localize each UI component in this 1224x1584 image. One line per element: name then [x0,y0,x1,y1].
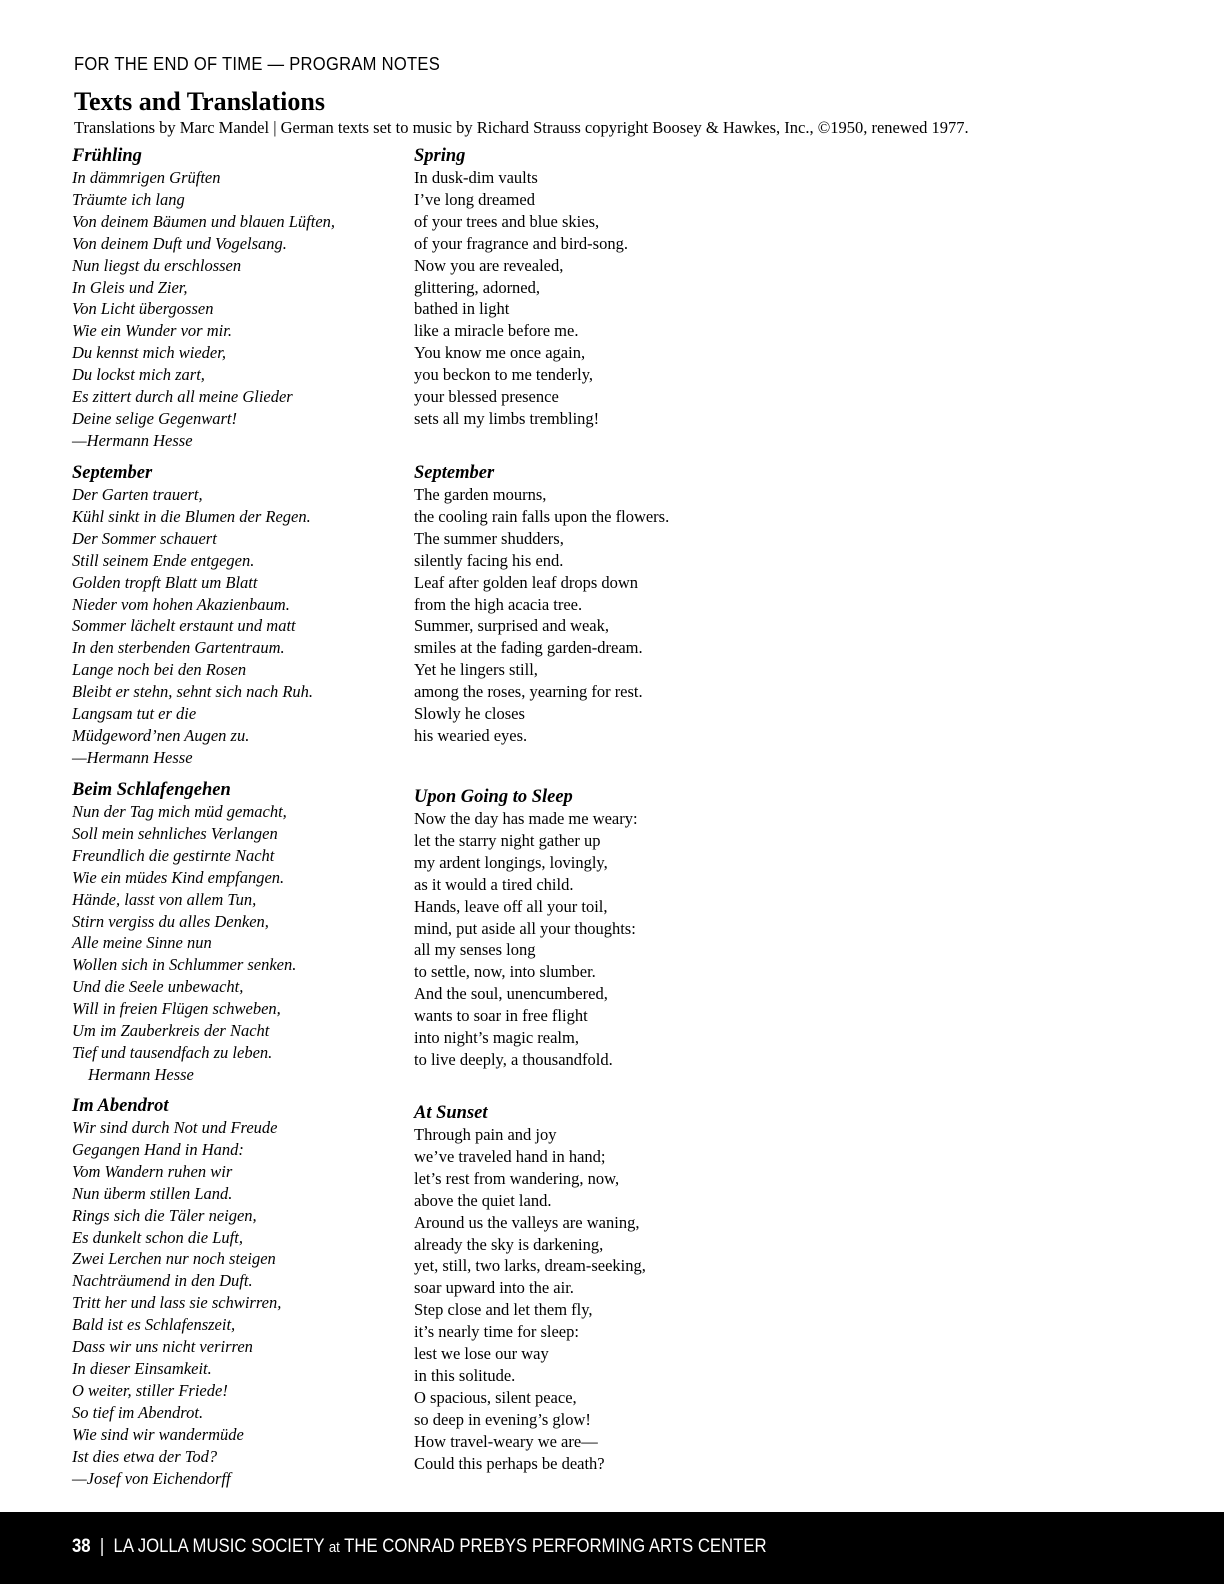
poem-line: among the roses, yearning for rest. [414,682,643,702]
poem-line: Lange noch bei den Rosen [72,660,247,680]
page-number: 38 [72,1536,91,1557]
poem-line: Could this perhaps be death? [414,1453,605,1473]
poem-lines [414,484,669,747]
poem-line: Stirn vergiss du alles Denken, [72,911,269,931]
poem-line: Hands, leave off all your toil, [414,896,608,916]
poem-fruehling-german [72,145,335,452]
poem-author: Hermann Hesse [88,1064,194,1084]
poem-line: How travel-weary we are— [414,1431,598,1451]
poem-line: Bald ist es Schlafenszeit, [72,1315,236,1335]
poem-line: in this solitude. [414,1365,516,1385]
poem-line: Von deinem Duft und Vogelsang. [72,233,287,253]
poem-line: Wollen sich in Schlummer senken. [72,955,297,975]
poem-line: Tief und tausendfach zu leben. [72,1042,273,1062]
poem-line: I’ve long dreamed [414,189,535,209]
poem-line: The summer shudders, [414,528,564,548]
poem-lines [414,167,628,430]
poem-line: In dieser Einsamkeit. [72,1358,212,1378]
poem-line: In dämmrigen Grüften [72,168,221,187]
poem-line: to settle, now, into slumber. [414,962,596,982]
poem-line: Du kennst mich wieder, [72,343,226,363]
poem-line: Alle meine Sinne nun [72,933,212,953]
poem-spring-english [414,145,628,430]
poem-line: Gegangen Hand in Hand: [72,1139,244,1159]
poem-line: Wie ein müdes Kind empfangen. [72,867,285,887]
poem-line: Nun der Tag mich müd gemacht, [72,802,287,821]
poem-line: Sommer lächelt erstaunt und matt [72,616,296,636]
poem-line: Langsam tut er die [72,704,197,724]
poem-line: Still seinem Ende entgegen. [72,550,255,570]
poem-title: Upon Going to Sleep [414,787,573,807]
poem-lines [72,167,335,430]
poem-title: Frühling [72,146,142,166]
poem-line: mind, put aside all your thoughts: [414,918,636,938]
poem-line: Wie sind wir wandermüde [72,1424,244,1444]
poem-lines [72,484,313,747]
poem-line: Von deinem Bäumen und blauen Lüften, [72,211,336,231]
poem-line: to live deeply, a thousandfold. [414,1049,613,1069]
poem-line: like a miracle before me. [414,321,579,341]
poem-line: lest we lose our way [414,1344,549,1364]
poem-line: Around us the valleys are waning, [414,1212,640,1232]
poem-line: The garden mourns, [414,485,547,504]
poem-line: O weiter, stiller Friede! [72,1380,228,1400]
poem-line: above the quiet land. [414,1190,552,1210]
poem-line: Um im Zauberkreis der Nacht [72,1021,270,1041]
poem-author: —Hermann Hesse [72,747,193,767]
poem-line: all my senses long [414,940,536,960]
poem-line: of your fragrance and bird-song. [414,233,628,253]
poem-title: Beim Schlafengehen [72,780,231,800]
poem-line: In den sterbenden Gartentraum. [72,638,285,658]
poem-line: soar upward into the air. [414,1278,574,1298]
poem-line: Golden tropft Blatt um Blatt [72,572,258,592]
header-label: FOR THE END OF TIME — PROGRAM NOTES [74,54,441,74]
poem-im-abendrot-german [72,1095,281,1489]
poem-line: Träumte ich lang [72,189,185,209]
poem-line: You know me once again, [414,343,586,363]
poem-at-sunset-english [414,1102,646,1475]
footer-separator: | [99,1536,105,1557]
poem-line: you beckon to me tenderly, [414,365,594,385]
poem-line: Now the day has made me weary: [414,809,638,828]
poem-author: —Hermann Hesse [72,430,193,450]
poem-line: your blessed presence [414,387,559,407]
poem-line: In Gleis und Zier, [72,277,188,297]
poem-line: sets all my limbs trembling! [414,408,600,428]
poem-line: we’ve traveled hand in hand; [414,1146,606,1166]
poem-line: silently facing his end. [414,550,564,570]
poem-line: Müdgeword’nen Augen zu. [72,725,250,745]
poem-title: September [72,463,153,483]
poem-line: let the starry night gather up [414,830,601,850]
poem-title: Spring [414,146,466,166]
poem-line: Now you are revealed, [414,255,564,275]
poem-lines [72,1117,281,1468]
poem-line: yet, still, two larks, dream-seeking, [414,1256,646,1276]
poem-line: Yet he lingers still, [414,660,538,680]
poem-line: Von Licht übergossen [72,299,214,319]
poem-line: Leaf after golden leaf drops down [414,572,639,592]
poem-line: Und die Seele unbewacht, [72,977,244,997]
poem-line: O spacious, silent peace, [414,1387,577,1407]
poem-line: Nieder vom hohen Akazienbaum. [72,594,290,614]
poem-line: bathed in light [414,299,510,319]
poem-line: Step close and let them fly, [414,1300,593,1320]
poem-line: Tritt her und lass sie schwirren, [72,1293,282,1313]
page-footer [0,1512,1224,1584]
poem-line: the cooling rain falls upon the flowers. [414,506,670,526]
poem-line: Through pain and joy [414,1125,557,1144]
poem-line: let’s rest from wandering, now, [414,1168,620,1188]
poem-title: Im Abendrot [72,1096,169,1116]
poem-line: Es zittert durch all meine Glieder [72,387,293,407]
poem-line: So tief im Abendrot. [72,1402,204,1422]
poem-line: wants to soar in free flight [414,1006,588,1026]
poem-line: And the soul, unencumbered, [414,984,608,1004]
poem-line: Zwei Lerchen nur noch steigen [72,1249,276,1269]
poem-line: Soll mein sehnliches Verlangen [72,823,278,843]
poem-line: Hände, lasst von allem Tun, [72,889,257,909]
poem-line: smiles at the fading garden-dream. [414,638,643,658]
poem-line: Der Garten trauert, [72,485,203,504]
poem-line: into night’s magic realm, [414,1028,579,1048]
poem-author: —Josef von Eichendorff [72,1468,231,1488]
poem-september-german [72,462,313,769]
poem-line: of your trees and blue skies, [414,211,600,231]
poem-line: Nun liegst du erschlossen [72,255,242,275]
footer-venue: THE CONRAD PREBYS PERFORMING ARTS CENTER [344,1536,767,1557]
poem-line: Rings sich die Täler neigen, [72,1205,257,1225]
poem-line: glittering, adorned, [414,277,541,297]
poem-beim-schlafengehen-german [72,779,296,1086]
poem-line: Bleibt er stehn, sehnt sich nach Ruh. [72,682,314,702]
poem-line: Kühl sinkt in die Blumen der Regen. [72,506,311,526]
poem-line: Nun überm stillen Land. [72,1183,233,1203]
poem-upon-going-to-sleep-english [414,786,638,1071]
poem-line: my ardent longings, lovingly, [414,852,608,872]
poem-september-english [414,462,669,747]
poem-line: Deine selige Gegenwart! [72,408,237,428]
poem-title: September [414,463,495,483]
poem-line: Wir sind durch Not und Freude [72,1118,278,1137]
poem-title: At Sunset [414,1103,488,1123]
poem-lines [72,801,296,1064]
page-title: Texts and Translations [74,87,325,116]
footer-text [72,1536,767,1558]
poem-line: Will in freien Flügen schweben, [72,999,281,1019]
poem-line: it’s nearly time for sleep: [414,1322,579,1342]
poem-line: so deep in evening’s glow! [414,1409,591,1429]
poem-line: his wearied eyes. [414,725,528,745]
translation-credit: Translations by Marc Mandel | German texts set to music by Richard Strauss copyright Boosey & Hawkes, Inc., ©1950, renewed 1977. [74,118,969,137]
poem-lines [414,808,638,1071]
poem-line: Du lockst mich zart, [72,365,205,385]
poem-line: from the high acacia tree. [414,594,583,614]
poem-line: In dusk-dim vaults [414,168,538,187]
poem-line: as it would a tired child. [414,874,574,894]
poem-line: Ist dies etwa der Tod? [72,1446,218,1466]
poem-line: Wie ein Wunder vor mir. [72,321,232,341]
poem-line: already the sky is darkening, [414,1234,604,1254]
footer-at: at [328,1539,340,1556]
poem-line: Nachträumend in den Duft. [72,1271,253,1291]
footer-org: LA JOLLA MUSIC SOCIETY [113,1536,325,1557]
poem-line: Vom Wandern ruhen wir [72,1161,233,1181]
poem-line: Slowly he closes [414,704,525,724]
poem-line: Freundlich die gestirnte Nacht [72,845,275,865]
poem-line: Summer, surprised and weak, [414,616,610,636]
poem-line: Es dunkelt schon die Luft, [72,1227,243,1247]
poem-lines [414,1124,646,1475]
poem-line: Der Sommer schauert [72,528,217,548]
poem-line: Dass wir uns nicht verirren [72,1337,253,1357]
